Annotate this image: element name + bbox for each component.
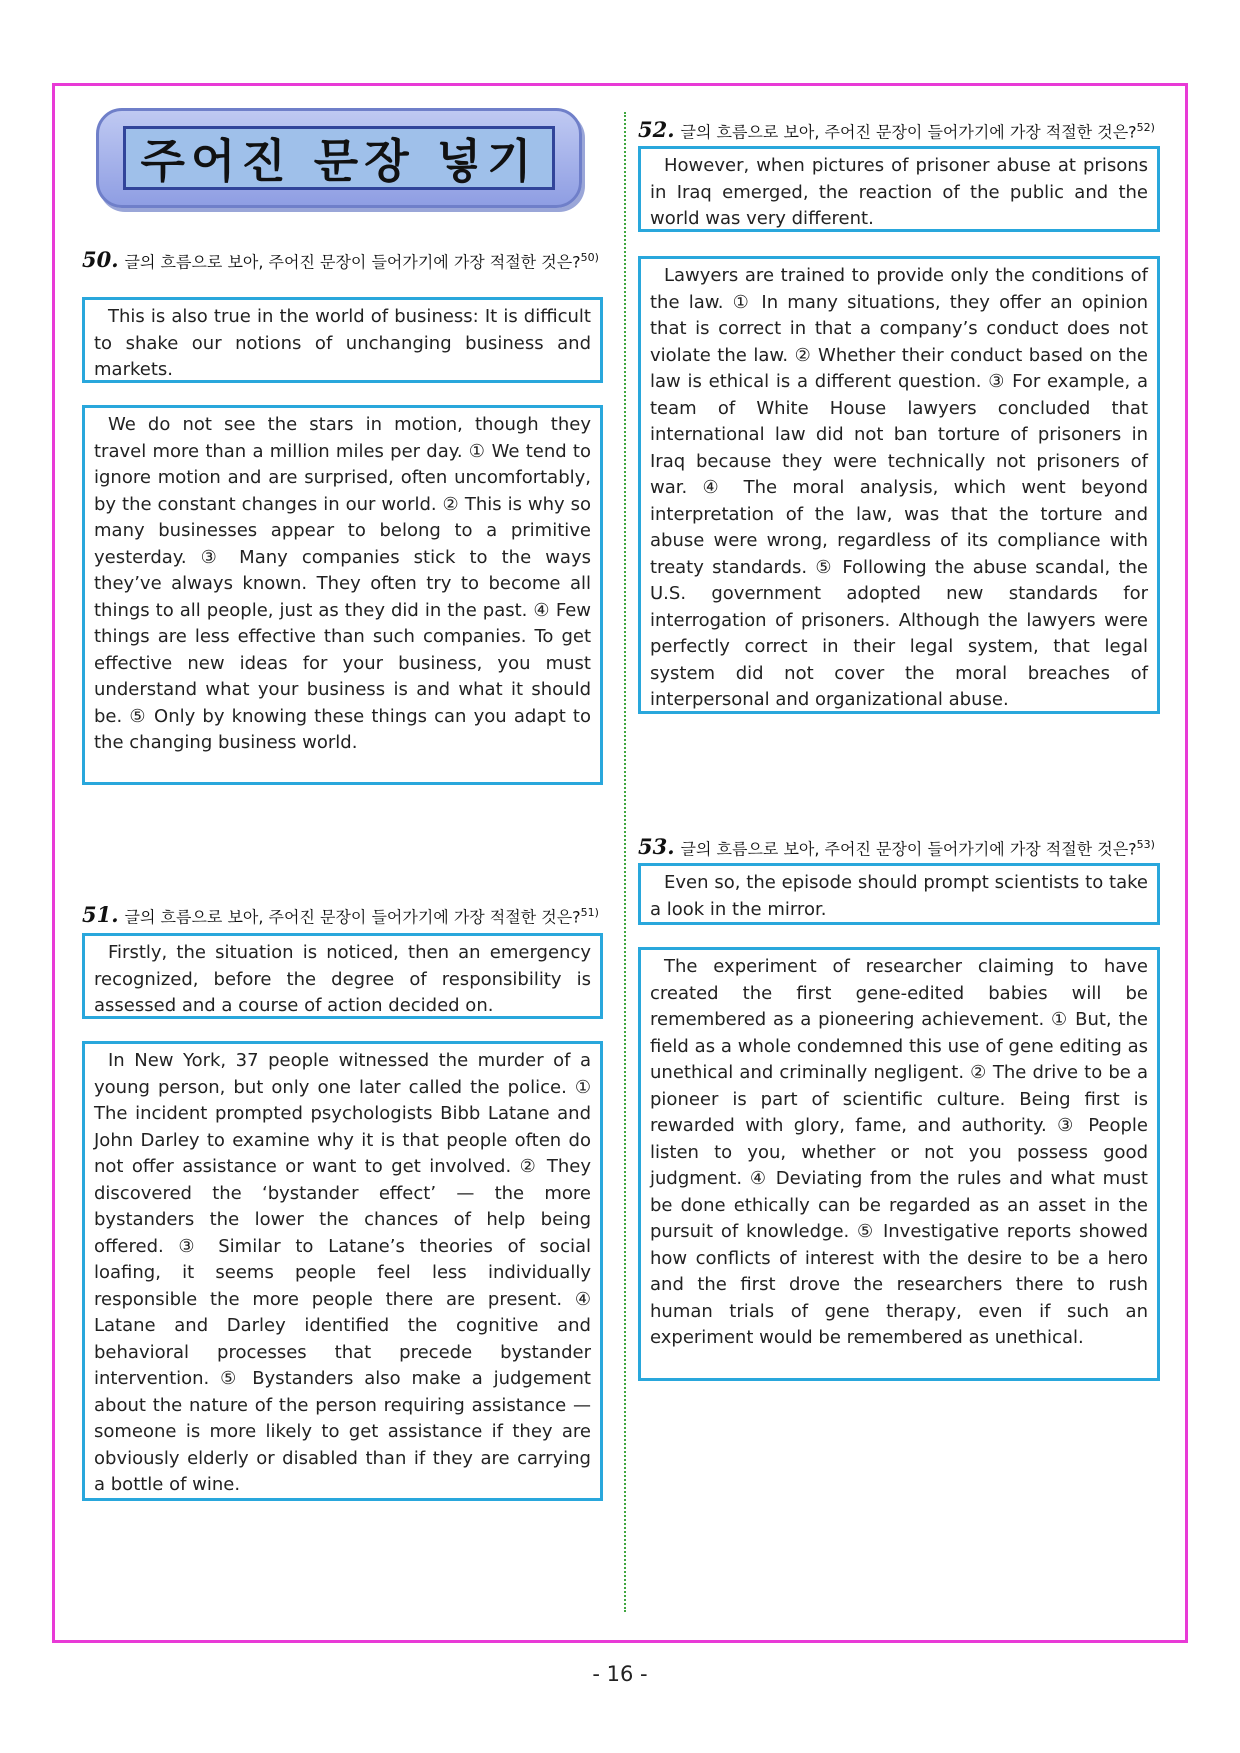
passage-text: The experiment of researcher claiming to have created the first gene-edited babies will be remembered as a pioneering achievement. ① But, the field as a whole condemned this use of gene editing as unethical and criminally negligent. ② The drive to be a pioneer is part of scientific culture. Being first is rewarded with glory, fame, and authority. ③ People listen to you, whether or not you possess good judgment. ④ Deviating from the rules and what must be done ethically can be regarded as an asset in the pursuit of knowledge. ⑤ Investigative reports showed how conflicts of interest with the desire to be a hero and the first drove the researchers there to rush human trials of gene therapy, even if such an experiment would be remembered as unethical. bbox=[650, 956, 1148, 1348]
footnote-ref: 51) bbox=[580, 906, 599, 919]
question-prompt: 글의 흐름으로 보아, 주어진 문장이 들어가기에 가장 적절한 것은? bbox=[680, 839, 1137, 859]
footnote-ref: 53) bbox=[1136, 838, 1155, 851]
footnote-ref: 50) bbox=[580, 251, 599, 264]
given-sentence-text: This is also true in the world of business: It is difficult to shake our notions of unchanging business and markets. bbox=[94, 306, 591, 380]
column-divider bbox=[624, 112, 626, 1612]
question-50-given-sentence bbox=[82, 297, 603, 383]
given-sentence-text: Firstly, the situation is noticed, then an emergency recognized, before the degree of responsibility is assessed and a course of action decided on. bbox=[94, 942, 591, 1016]
passage-text: Lawyers are trained to provide only the conditions of the law. ① In many situations, they offer an opinion that is correct in that a company’s conduct does not violate the law. ② Whether their conduct based on the law is ethical is a different question. ③ For example, a team of White House lawyers concluded that international law did not ban torture of prisoners in Iraq because they were technically not prisoners of war. ④ The moral analysis, which went beyond interpretation of the law, was that the torture and abuse were wrong, regardless of its compliance with treaty standards. ⑤ Following the abuse scandal, the U.S. government adopted new standards for interrogation of prisoners. Although the lawyers were perfectly correct in their legal system, that legal system did not cover the moral breaches of interpersonal and organizational abuse. bbox=[650, 265, 1148, 710]
question-prompt: 글의 흐름으로 보아, 주어진 문장이 들어가기에 가장 적절한 것은? bbox=[124, 907, 581, 927]
question-50-passage bbox=[82, 405, 603, 785]
question-number: 52. bbox=[638, 117, 675, 143]
question-prompt: 글의 흐름으로 보아, 주어진 문장이 들어가기에 가장 적절한 것은? bbox=[680, 122, 1137, 142]
question-52-given-sentence bbox=[638, 146, 1160, 232]
question-51-header bbox=[82, 902, 612, 928]
question-52-passage bbox=[638, 256, 1160, 714]
question-51-given-sentence bbox=[82, 933, 603, 1019]
section-title: 주어진 문장 넣기 bbox=[140, 134, 538, 188]
question-53-given-sentence bbox=[638, 863, 1160, 925]
page-number: - 16 - bbox=[592, 1662, 648, 1686]
passage-text: In New York, 37 people witnessed the murder of a young person, but only one later called the police. ① The incident prompted psychologists Bibb Latane and John Darley to examine why it is that people often do not offer assistance or want to get involved. ② They discovered the ‘bystander effect’ — the more bystanders the lower the chances of help being offered. ③ Similar to Latane’s theories of social loafing, it seems people feel less individually responsible the more people there are present. ④ Latane and Darley identified the cognitive and behavioral processes that precede bystander intervention. ⑤ Bystanders also make a judgement about the nature of the person requiring assistance — someone is more likely to get assistance if they are obviously elderly or disabled than if they are carrying a bottle of wine. bbox=[94, 1050, 591, 1495]
question-53-passage bbox=[638, 947, 1160, 1381]
question-prompt: 글의 흐름으로 보아, 주어진 문장이 들어가기에 가장 적절한 것은? bbox=[124, 252, 581, 272]
given-sentence-text: Even so, the episode should prompt scientists to take a look in the mirror. bbox=[650, 872, 1148, 920]
question-number: 53. bbox=[638, 834, 675, 860]
section-title-panel bbox=[123, 126, 555, 190]
question-number: 50. bbox=[82, 247, 119, 273]
question-53-header bbox=[638, 834, 1178, 860]
footnote-ref: 52) bbox=[1136, 121, 1155, 134]
given-sentence-text: However, when pictures of prisoner abuse at prisons in Iraq emerged, the reaction of the public and the world was very different. bbox=[650, 155, 1148, 229]
passage-text: We do not see the stars in motion, though they travel more than a million miles per day. ① We tend to ignore motion and are surprised, often uncomfortably, by the constant changes in our world. ② This is why so many businesses appear to belong to a primitive yesterday. ③ Many companies stick to the ways they’ve always known. They often try to become all things to all people, just as they did in the past. ④ Few things are less effective than such companies. To get effective new ideas for your business, you must understand what your business is and what it should be. ⑤ Only by knowing these things can you adapt to the changing business world. bbox=[94, 414, 591, 753]
question-52-header bbox=[638, 117, 1178, 143]
question-51-passage bbox=[82, 1041, 603, 1501]
question-50-header bbox=[82, 247, 602, 273]
question-number: 51. bbox=[82, 902, 119, 928]
section-title-badge bbox=[96, 108, 582, 208]
